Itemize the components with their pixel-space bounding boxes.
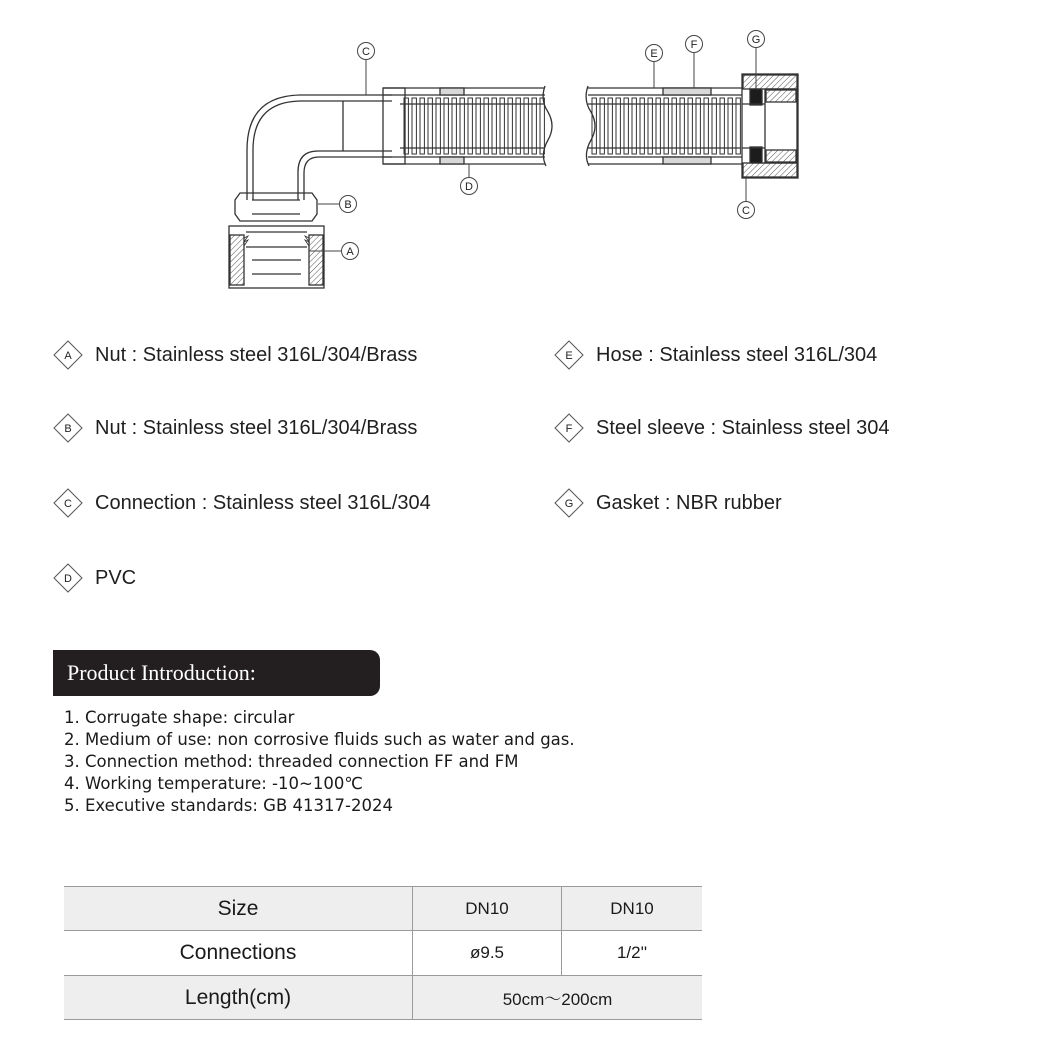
elbow-fitting	[247, 95, 392, 200]
table-row	[64, 976, 702, 1020]
table-cell: 50cm～200cm	[413, 976, 703, 1020]
legend-text: Hose : Stainless steel 316L/304	[596, 343, 878, 366]
legend-item-f	[554, 413, 890, 443]
table-cell: DN10	[562, 887, 703, 931]
spec-table	[64, 886, 702, 1020]
female-nut-fitting	[742, 74, 798, 178]
callout-b	[340, 196, 357, 213]
callout-e	[646, 45, 663, 62]
svg-text:G: G	[751, 34, 761, 46]
callout-a	[342, 243, 359, 260]
hose-corrugation-right	[592, 98, 740, 154]
legend-text: Steel sleeve : Stainless steel 304	[596, 416, 890, 439]
svg-text:E: E	[565, 350, 573, 362]
callout-c-top	[358, 43, 375, 60]
hose-segment-right	[588, 88, 742, 164]
table-row	[64, 887, 702, 931]
list-item: 3. Connection method: threaded connection FF and FM	[64, 752, 519, 771]
svg-text:B: B	[64, 423, 72, 435]
svg-text:D: D	[64, 573, 72, 585]
svg-text:F: F	[565, 423, 573, 435]
diamond-badge-icon	[53, 340, 83, 370]
table-row	[64, 931, 702, 976]
legend-text: PVC	[95, 566, 137, 589]
diamond-badge-icon	[53, 563, 83, 593]
legend-text: Gasket : NBR rubber	[596, 491, 782, 514]
diamond-badge-icon	[554, 413, 584, 443]
section-title-banner: Product Introduction:	[53, 650, 380, 696]
table-cell: 1/2''	[562, 931, 703, 976]
svg-text:A: A	[64, 350, 72, 362]
callout-d	[461, 178, 478, 195]
svg-text:D: D	[465, 181, 473, 193]
diamond-badge-icon	[53, 488, 83, 518]
legend-text: Nut : Stainless steel 316L/304/Brass	[95, 343, 418, 366]
list-item: 5. Executive standards: GB 41317-2024	[64, 796, 393, 815]
diamond-badge-icon	[554, 340, 584, 370]
list-item: 4. Working temperature: -10~100℃	[64, 774, 363, 793]
svg-text:C: C	[64, 498, 72, 510]
hose-corrugation-left	[404, 98, 544, 154]
svg-text:E: E	[650, 48, 658, 60]
row-label: Length(cm)	[64, 976, 413, 1020]
svg-text:C: C	[362, 46, 370, 58]
break-marks	[543, 86, 595, 166]
svg-text:F: F	[690, 39, 698, 51]
legend-text: Nut : Stainless steel 316L/304/Brass	[95, 416, 418, 439]
svg-text:G: G	[564, 498, 574, 510]
legend-item-d	[53, 563, 136, 593]
diamond-badge-icon	[53, 413, 83, 443]
legend-item-g	[554, 488, 782, 518]
intro-list	[64, 707, 575, 817]
svg-text:C: C	[742, 205, 750, 217]
row-label: Connections	[64, 931, 413, 976]
svg-text:A: A	[346, 246, 354, 258]
legend-item-a	[53, 340, 417, 370]
nut-a	[229, 226, 324, 288]
svg-text:B: B	[344, 199, 352, 211]
callout-g	[748, 31, 765, 48]
legend-item-c	[53, 488, 431, 518]
diamond-badge-icon	[554, 488, 584, 518]
callout-c-right	[738, 202, 755, 219]
callout-f	[686, 36, 703, 53]
legend-text: Connection : Stainless steel 316L/304	[95, 491, 431, 514]
hose-assembly-diagram	[0, 0, 1062, 310]
table-cell: ø9.5	[413, 931, 562, 976]
list-item: 2. Medium of use: non corrosive fluids such as water and gas.	[64, 730, 575, 749]
row-label: Size	[64, 887, 413, 931]
list-item: 1. Corrugate shape: circular	[64, 708, 295, 727]
table-cell: DN10	[413, 887, 562, 931]
legend-item-b	[53, 413, 417, 443]
legend-item-e	[554, 340, 877, 370]
